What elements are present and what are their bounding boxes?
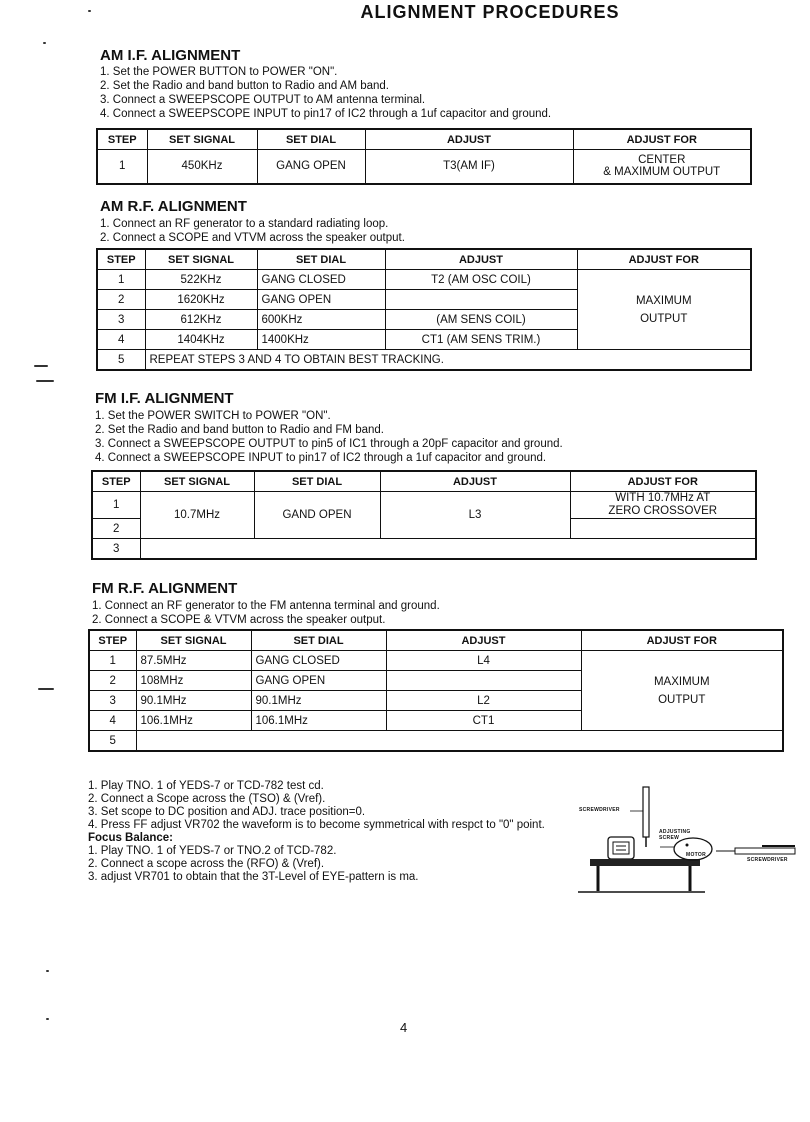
col-adjust-for: ADJUST FOR [581,630,783,651]
col-adjust-for: ADJUST FOR [573,129,751,150]
fm-if-heading: FM I.F. ALIGNMENT [95,390,234,407]
table-cell: L2 [386,691,581,711]
table-cell: T3(AM IF) [365,150,573,184]
am-if-step-3: 3. Connect a SWEEPSCOPE OUTPUT to AM antenna terminal. [100,94,426,106]
table-cell: 2 [92,519,140,539]
table-cell: L4 [386,651,581,671]
table-cell: 4 [97,330,145,350]
col-adjust: ADJUST [380,471,570,492]
table-cell [570,519,756,539]
col-step: STEP [97,249,145,270]
am-rf-step-1: 1. Connect an RF generator to a standard radiating loop. [100,218,389,230]
col-adjust: ADJUST [385,249,577,270]
cell-line: OUTPUT [658,693,706,706]
cell-line: WITH 10.7MHz AT [615,492,711,504]
fm-if-table [91,470,757,560]
am-rf-heading: AM R.F. ALIGNMENT [100,198,247,215]
table-cell: 1 [97,150,147,184]
col-step: STEP [97,129,147,150]
table-cell: 10.7MHz [140,492,254,539]
col-set-dial: SET DIAL [251,630,386,651]
table-cell: 106.1MHz [251,711,386,731]
table-cell [573,150,751,184]
cell-line: OUTPUT [640,312,688,325]
am-rf-table [96,248,752,371]
fm-if-steps [95,409,563,465]
col-adjust-for: ADJUST FOR [577,249,751,270]
table-cell [570,492,756,519]
table-cell: 106.1MHz [136,711,251,731]
label-motor: MOTOR [686,852,707,858]
label-adjusting-screw [659,829,691,841]
table-cell: CT1 [386,711,581,731]
note-line: 4. Press FF adjust VR702 the waveform is to become symmetrical with respct to "0" point. [88,819,545,831]
col-set-signal: SET SIGNAL [145,249,257,270]
table-cell: GANG OPEN [251,671,386,691]
table-cell: T2 (AM OSC COIL) [385,270,577,290]
notes-block [88,780,545,884]
fm-rf-step-2: 2. Connect a SCOPE & VTVM across the speaker output. [92,614,386,626]
table-cell: GANG OPEN [257,290,385,310]
table-cell: 90.1MHz [251,691,386,711]
col-step: STEP [92,471,140,492]
table-cell: GANG OPEN [257,150,365,184]
page-number: 4 [400,1020,408,1035]
am-if-step-1: 1. Set the POWER BUTTON to POWER "ON". [100,66,338,78]
table-cell [385,290,577,310]
table-cell [577,270,751,350]
table-cell: 4 [89,711,136,731]
col-set-dial: SET DIAL [254,471,380,492]
cell-line: MAXIMUM [635,294,692,307]
table-cell: 1 [89,651,136,671]
col-set-dial: SET DIAL [257,249,385,270]
table-cell: 522KHz [145,270,257,290]
table-cell: 450KHz [147,150,257,184]
table-cell: 3 [97,310,145,330]
fm-rf-steps [92,599,440,627]
table-cell: GANG CLOSED [257,270,385,290]
label-line: SCREW [659,835,680,841]
table-cell: 3 [92,539,140,560]
col-set-dial: SET DIAL [257,129,365,150]
col-set-signal: SET SIGNAL [140,471,254,492]
scan-speck [34,365,48,367]
fm-if-step-1: 1. Set the POWER SWITCH to POWER "ON". [95,410,331,422]
table-cell: 1 [97,270,145,290]
am-if-heading: AM I.F. ALIGNMENT [100,47,241,64]
table-cell: 1400KHz [257,330,385,350]
table-cell: 2 [97,290,145,310]
table-cell [581,651,783,731]
table-cell: GANG CLOSED [251,651,386,671]
table-cell [136,731,783,752]
label-screwdriver-right: SCREWDRIVER [747,857,788,863]
am-if-steps [100,65,551,121]
col-adjust: ADJUST [365,129,573,150]
cell-line: ZERO CROSSOVER [608,505,718,517]
note-line: 3. Set scope to DC position and ADJ. trace position=0. [88,806,366,818]
table-cell: GAND OPEN [254,492,380,539]
diagram-drawing [570,785,800,905]
table-cell: 600KHz [257,310,385,330]
table-cell [140,539,756,560]
col-step: STEP [89,630,136,651]
table-cell: CT1 (AM SENS TRIM.) [385,330,577,350]
table-cell: 108MHz [136,671,251,691]
fm-if-step-2: 2. Set the Radio and band button to Radio and FM band. [95,424,384,436]
table-cell: 1 [92,492,140,519]
note-line: 2. Connect a Scope across the (TSO) & (Vref). [88,793,326,805]
table-cell: 87.5MHz [136,651,251,671]
table-cell: 5 [97,350,145,371]
fm-if-step-4: 4. Connect a SWEEPSCOPE INPUT to pin17 of IC2 through a 1uf capacitor and ground. [95,452,547,464]
note-line: 1. Play TNO. 1 of YEDS-7 or TNO.2 of TCD-782. [88,845,337,857]
page-title: ALIGNMENT PROCEDURES [360,2,620,22]
table-cell: 612KHz [145,310,257,330]
fm-rf-heading: FM R.F. ALIGNMENT [92,580,238,597]
note-line: 1. Play TNO. 1 of YEDS-7 or TCD-782 test cd. [88,780,324,792]
scan-speck [43,42,46,44]
label-screwdriver-top: SCREWDRIVER [579,807,620,813]
table-cell: 90.1MHz [136,691,251,711]
col-adjust-for: ADJUST FOR [570,471,756,492]
table-cell: 3 [89,691,136,711]
note-line: 3. adjust VR701 to obtain that the 3T-Level of EYE-pattern is ma. [88,871,419,883]
col-set-signal: SET SIGNAL [147,129,257,150]
focus-balance-heading: Focus Balance: [88,832,173,844]
scan-speck [38,688,54,690]
table-cell: 2 [89,671,136,691]
am-if-step-2: 2. Set the Radio and band button to Radio and AM band. [100,80,389,92]
table-cell: 1620KHz [145,290,257,310]
scan-speck [88,10,91,12]
cell-line: & MAXIMUM OUTPUT [603,166,721,179]
scan-speck [36,380,54,382]
table-cell: (AM SENS COIL) [385,310,577,330]
table-cell: REPEAT STEPS 3 AND 4 TO OBTAIN BEST TRACKING. [145,350,751,371]
label-line: ADJUSTING [659,829,691,835]
fm-rf-table [88,629,784,752]
cell-line: CENTER [638,154,686,167]
am-if-step-4: 4. Connect a SWEEPSCOPE INPUT to pin17 of IC2 through a 1uf capacitor and ground. [100,108,552,120]
am-rf-step-2: 2. Connect a SCOPE and VTVM across the speaker output. [100,232,405,244]
table-cell [386,671,581,691]
table-cell: 1404KHz [145,330,257,350]
scan-speck [46,1018,49,1020]
am-rf-steps [100,217,405,245]
col-set-signal: SET SIGNAL [136,630,251,651]
am-if-table [96,128,752,185]
table-cell: 5 [89,731,136,752]
col-adjust: ADJUST [386,630,581,651]
note-line: 2. Connect a scope across the (RFO) & (Vref). [88,858,325,870]
cell-line: MAXIMUM [653,675,710,688]
fm-rf-step-1: 1. Connect an RF generator to the FM antenna terminal and ground. [92,600,440,612]
table-cell: L3 [380,492,570,539]
fm-if-step-3: 3. Connect a SWEEPSCOPE OUTPUT to pin5 of IC1 through a 20pF capacitor and ground. [95,438,563,450]
adjustment-diagram [570,785,800,905]
scan-speck [46,970,49,972]
